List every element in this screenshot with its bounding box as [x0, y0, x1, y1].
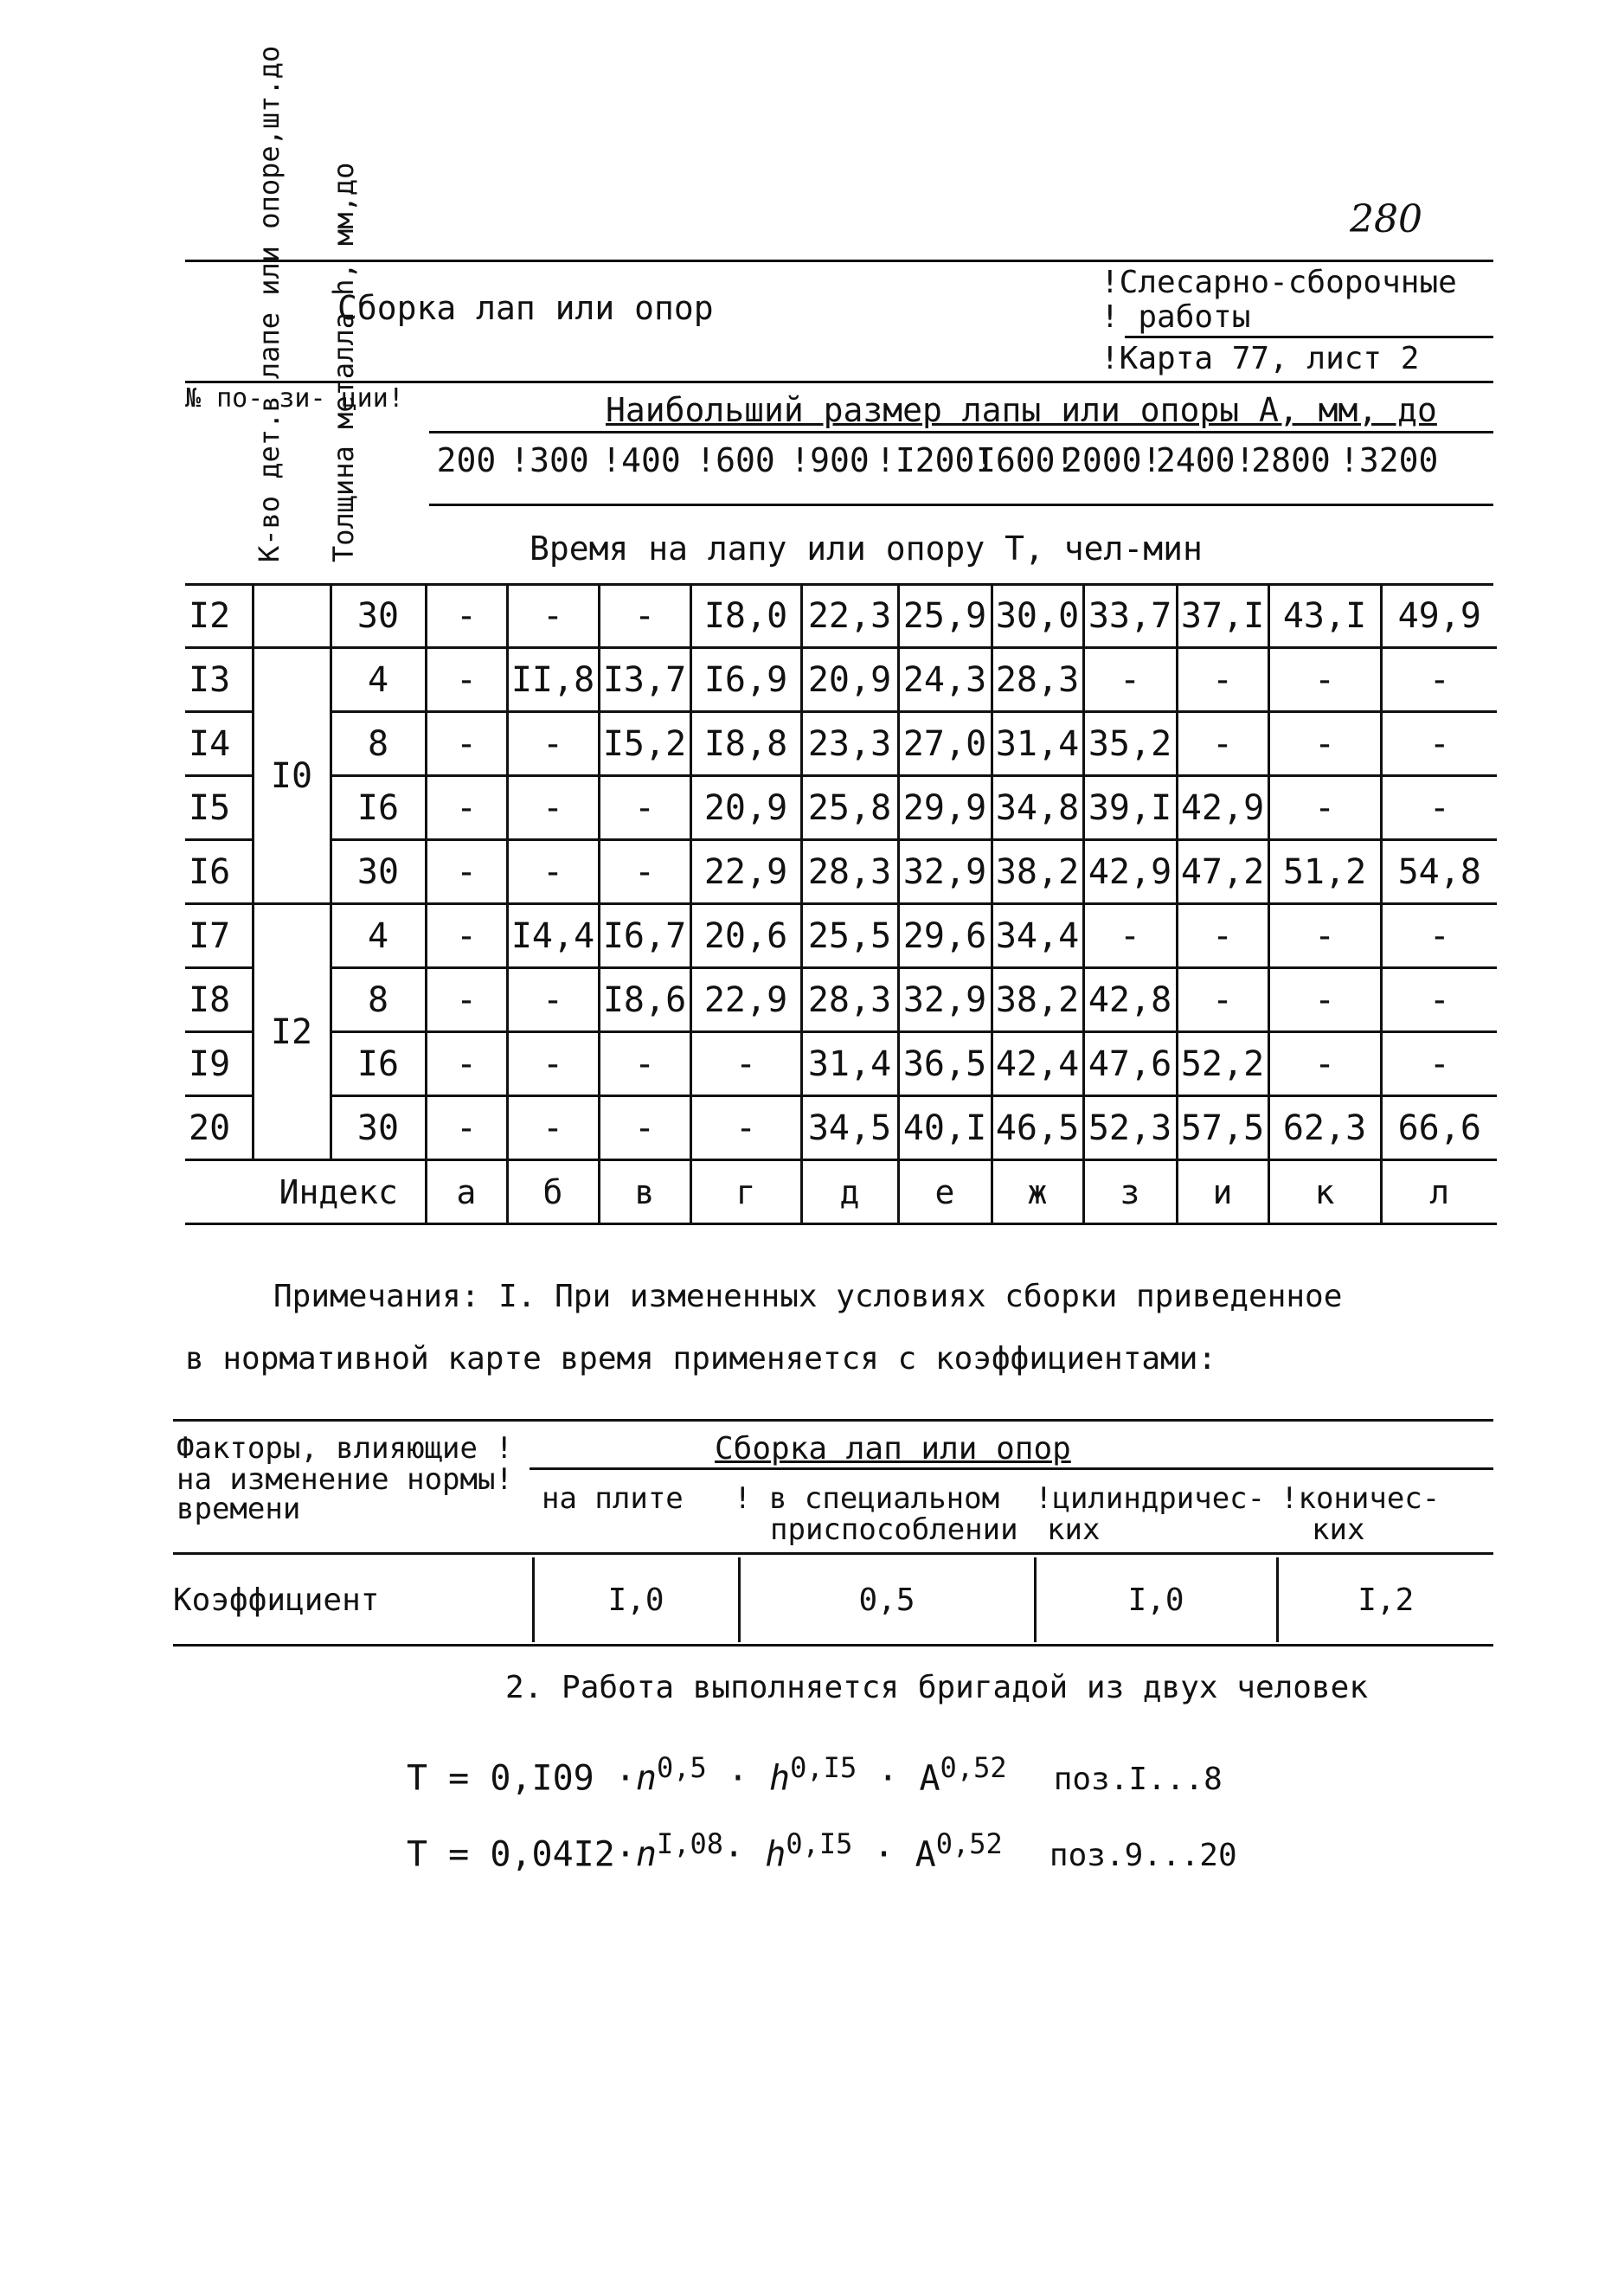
header-top-rule [185, 260, 1493, 262]
value-cell: I8,0 [690, 585, 801, 648]
department-line-2: ! работы [1101, 299, 1251, 335]
value-cell: - [1268, 648, 1381, 712]
coefficient-cell: 0,5 [739, 1557, 1035, 1642]
thickness-cell: 30 [331, 840, 426, 904]
value-cell: 37,I [1177, 585, 1268, 648]
position-cell: I9 [185, 1032, 253, 1096]
value-cell: 42,9 [1177, 776, 1268, 840]
thickness-cell: 8 [331, 968, 426, 1032]
value-cell: - [426, 968, 507, 1032]
size-header-rule [429, 431, 1493, 433]
size-2800: 2800 [1251, 441, 1331, 479]
value-cell: - [1381, 968, 1497, 1032]
value-cell: - [599, 585, 690, 648]
index-cell: в [599, 1160, 690, 1224]
value-cell: - [507, 968, 599, 1032]
value-cell: - [1381, 648, 1497, 712]
factors-label-2: на изменение нормы! [177, 1462, 513, 1497]
factor-col-cylindrical-2: ких [1047, 1512, 1101, 1547]
table-row [185, 712, 1497, 776]
value-cell: 42,4 [992, 1032, 1083, 1096]
value-cell: 66,6 [1381, 1096, 1497, 1160]
factors-header-rule [530, 1467, 1493, 1470]
size-300: !300 [510, 441, 589, 479]
value-cell: 20,9 [801, 648, 898, 712]
position-cell: I5 [185, 776, 253, 840]
value-cell: 29,9 [898, 776, 992, 840]
note-line-3: 2. Работа выполняется бригадой из двух человек [505, 1670, 1368, 1705]
index-cell: ж [992, 1160, 1083, 1224]
value-cell: - [1381, 712, 1497, 776]
value-cell: 28,3 [801, 968, 898, 1032]
value-cell: 38,2 [992, 968, 1083, 1032]
document-title: Сборка лап или опор [337, 289, 714, 327]
coefficient-row [173, 1557, 1493, 1642]
value-cell: 22,3 [801, 585, 898, 648]
index-cell: а [426, 1160, 507, 1224]
coefficient-cell: I,0 [1035, 1557, 1277, 1642]
value-cell: 31,4 [801, 1032, 898, 1096]
value-cell: 40,I [898, 1096, 992, 1160]
factor-col-conical-2: ких [1312, 1512, 1365, 1547]
value-cell: - [1381, 776, 1497, 840]
table-row [185, 648, 1497, 712]
note-line-2: в нормативной карте время применяется с коэффициентами: [185, 1341, 1217, 1377]
value-cell: 42,8 [1083, 968, 1177, 1032]
value-cell: - [507, 840, 599, 904]
value-cell: 25,9 [898, 585, 992, 648]
value-cell: - [599, 840, 690, 904]
factor-col-special-2: приспособлении [770, 1512, 1018, 1547]
value-cell: 22,9 [690, 840, 801, 904]
value-cell: 35,2 [1083, 712, 1177, 776]
time-header: Время на лапу или опору Т, чел-мин [530, 530, 1203, 568]
count-cell [253, 585, 331, 648]
size-600: !600 [696, 441, 775, 479]
value-cell: - [1268, 1032, 1381, 1096]
index-row [185, 1160, 1497, 1224]
value-cell: 20,9 [690, 776, 801, 840]
value-cell: I3,7 [599, 648, 690, 712]
value-cell: - [1083, 648, 1177, 712]
value-cell: 34,8 [992, 776, 1083, 840]
department-line-1: !Слесарно-сборочные [1101, 265, 1457, 300]
value-cell: 42,9 [1083, 840, 1177, 904]
size-values-row [429, 441, 1439, 479]
value-cell: - [1381, 904, 1497, 968]
value-cell: I5,2 [599, 712, 690, 776]
value-cell: 62,3 [1268, 1096, 1381, 1160]
table-row [185, 585, 1497, 648]
value-cell: - [1177, 648, 1268, 712]
value-cell: I8,6 [599, 968, 690, 1032]
value-cell: 47,2 [1177, 840, 1268, 904]
value-cell: - [507, 776, 599, 840]
position-cell: I3 [185, 648, 253, 712]
table-row [185, 968, 1497, 1032]
column-header-thickness: Толщина металла h, мм,до [327, 162, 360, 562]
table-row [185, 776, 1497, 840]
formula-1-positions: поз.I...8 [1053, 1762, 1223, 1798]
value-cell: - [426, 712, 507, 776]
value-cell: I8,8 [690, 712, 801, 776]
value-cell: - [1268, 776, 1381, 840]
value-cell: 32,9 [898, 840, 992, 904]
position-cell: I7 [185, 904, 253, 968]
factor-col-conical: !коничес- [1281, 1481, 1441, 1516]
value-cell: - [426, 648, 507, 712]
value-cell: 52,2 [1177, 1032, 1268, 1096]
value-cell: 28,3 [992, 648, 1083, 712]
table-row [185, 1096, 1497, 1160]
thickness-cell: 8 [331, 712, 426, 776]
coefficient-cell: I,2 [1358, 1582, 1415, 1618]
value-cell: 22,9 [690, 968, 801, 1032]
value-cell: - [426, 1032, 507, 1096]
position-cell: I4 [185, 712, 253, 776]
formula-2: $Т = 0,04I2\cdot n^{I,08}\cdot h^{0,I5} \cdot А^{0,52}$ поз.9...20 [407, 1827, 1237, 1875]
value-cell: 30,0 [992, 585, 1083, 648]
size-2000: 2000! [1062, 441, 1162, 479]
value-cell: 29,6 [898, 904, 992, 968]
factors-mid-rule [173, 1552, 1493, 1555]
position-cell: I6 [185, 840, 253, 904]
column-header-position: № по- зи- ции! [185, 383, 404, 414]
size-1200: !I200! [876, 441, 995, 479]
value-cell: - [1177, 712, 1268, 776]
value-cell: 33,7 [1083, 585, 1177, 648]
value-cell: - [599, 776, 690, 840]
size-values-rule [429, 504, 1493, 506]
count-group-cell: I0 [253, 648, 331, 904]
thickness-cell: 30 [331, 1096, 426, 1160]
value-cell: - [426, 1096, 507, 1160]
value-cell: - [507, 1032, 599, 1096]
size-400: !400 [601, 441, 681, 479]
value-cell: - [426, 904, 507, 968]
index-cell: е [898, 1160, 992, 1224]
index-cell: з [1083, 1160, 1177, 1224]
value-cell: 36,5 [898, 1032, 992, 1096]
index-label: Индекс [253, 1160, 426, 1224]
size-3200: !3200 [1339, 441, 1439, 479]
index-cell: д [801, 1160, 898, 1224]
value-cell: I6,7 [599, 904, 690, 968]
formula-1: $Т = 0,I09 \cdot n^{0,5} \cdot h^{0,I5} \cdot А^{0,52}$ поз.I...8 [407, 1751, 1223, 1799]
table-row [185, 1032, 1497, 1096]
value-cell: - [599, 1032, 690, 1096]
table-row [185, 904, 1497, 968]
note-line-1: Примечания: I. При измененных условиях сборки приведенное [273, 1279, 1343, 1314]
value-cell: 51,2 [1268, 840, 1381, 904]
value-cell: 52,3 [1083, 1096, 1177, 1160]
index-cell: к [1268, 1160, 1381, 1224]
value-cell: 25,5 [801, 904, 898, 968]
value-cell: 46,5 [992, 1096, 1083, 1160]
value-cell: 28,3 [801, 840, 898, 904]
coefficient-cell: I,0 [533, 1557, 739, 1642]
value-cell: 38,2 [992, 840, 1083, 904]
value-cell: 23,3 [801, 712, 898, 776]
coefficient-label: Коэффициент [173, 1557, 533, 1642]
factors-label-1: Факторы, влияющие ! [177, 1431, 513, 1466]
factors-label-3: времени [177, 1492, 301, 1526]
size-200: 200 [436, 441, 497, 479]
factors-bottom-rule [173, 1644, 1493, 1647]
value-cell: 34,5 [801, 1096, 898, 1160]
index-cell: г [690, 1160, 801, 1224]
factor-col-plate: на плите [542, 1481, 684, 1516]
value-cell: 54,8 [1381, 840, 1497, 904]
value-cell: 25,8 [801, 776, 898, 840]
value-cell: - [1381, 1032, 1497, 1096]
size-1600: I600! [976, 441, 1075, 479]
value-cell: 27,0 [898, 712, 992, 776]
card-number: !Карта 77, лист 2 [1101, 341, 1420, 376]
count-group-cell: I2 [253, 904, 331, 1160]
value-cell: - [1268, 968, 1381, 1032]
size-header: Наибольший размер лапы или опоры А, мм, до [606, 391, 1437, 429]
value-cell: - [1177, 904, 1268, 968]
value-cell: - [426, 776, 507, 840]
index-cell: и [1177, 1160, 1268, 1224]
value-cell: 57,5 [1177, 1096, 1268, 1160]
value-cell: II,8 [507, 648, 599, 712]
department-underline [1125, 336, 1493, 338]
value-cell: - [1268, 904, 1381, 968]
value-cell: 20,6 [690, 904, 801, 968]
thickness-cell: I6 [331, 1032, 426, 1096]
table-row [185, 840, 1497, 904]
value-cell: 49,9 [1381, 585, 1497, 648]
value-cell: - [599, 1096, 690, 1160]
coefficient-table [173, 1557, 1493, 1642]
value-cell: - [1177, 968, 1268, 1032]
value-cell: - [1268, 712, 1381, 776]
factors-header: Сборка лап или опор [715, 1431, 1071, 1467]
position-cell: 20 [185, 1096, 253, 1160]
value-cell: - [507, 585, 599, 648]
size-2400: 2400! [1156, 441, 1255, 479]
value-cell: - [690, 1096, 801, 1160]
value-cell: - [426, 840, 507, 904]
value-cell: 32,9 [898, 968, 992, 1032]
page-number: 280 [1350, 197, 1422, 241]
value-cell: - [1083, 904, 1177, 968]
norm-time-table [185, 585, 1497, 1225]
formula-2-positions: поз.9...20 [1049, 1838, 1237, 1874]
value-cell: 43,I [1268, 585, 1381, 648]
value-cell: - [507, 712, 599, 776]
size-900: !900 [790, 441, 870, 479]
value-cell: 24,3 [898, 648, 992, 712]
position-cell: I2 [185, 585, 253, 648]
index-cell: л [1381, 1160, 1497, 1224]
value-cell: - [507, 1096, 599, 1160]
value-cell: I4,4 [507, 904, 599, 968]
index-cell: б [507, 1160, 599, 1224]
thickness-cell: 30 [331, 585, 426, 648]
position-cell: I8 [185, 968, 253, 1032]
factors-top-rule [173, 1419, 1493, 1422]
value-cell: - [690, 1032, 801, 1096]
value-cell: 31,4 [992, 712, 1083, 776]
factor-col-cylindrical: !цилиндричес- [1035, 1481, 1266, 1516]
value-cell: I6,9 [690, 648, 801, 712]
value-cell: - [426, 585, 507, 648]
value-cell: 47,6 [1083, 1032, 1177, 1096]
column-header-count: К-во дет.в лапе или опоре,шт.до [253, 45, 286, 562]
value-cell: 34,4 [992, 904, 1083, 968]
thickness-cell: 4 [331, 904, 426, 968]
thickness-cell: 4 [331, 648, 426, 712]
thickness-cell: I6 [331, 776, 426, 840]
factor-col-special: ! в специальном [734, 1481, 1000, 1516]
value-cell: 39,I [1083, 776, 1177, 840]
